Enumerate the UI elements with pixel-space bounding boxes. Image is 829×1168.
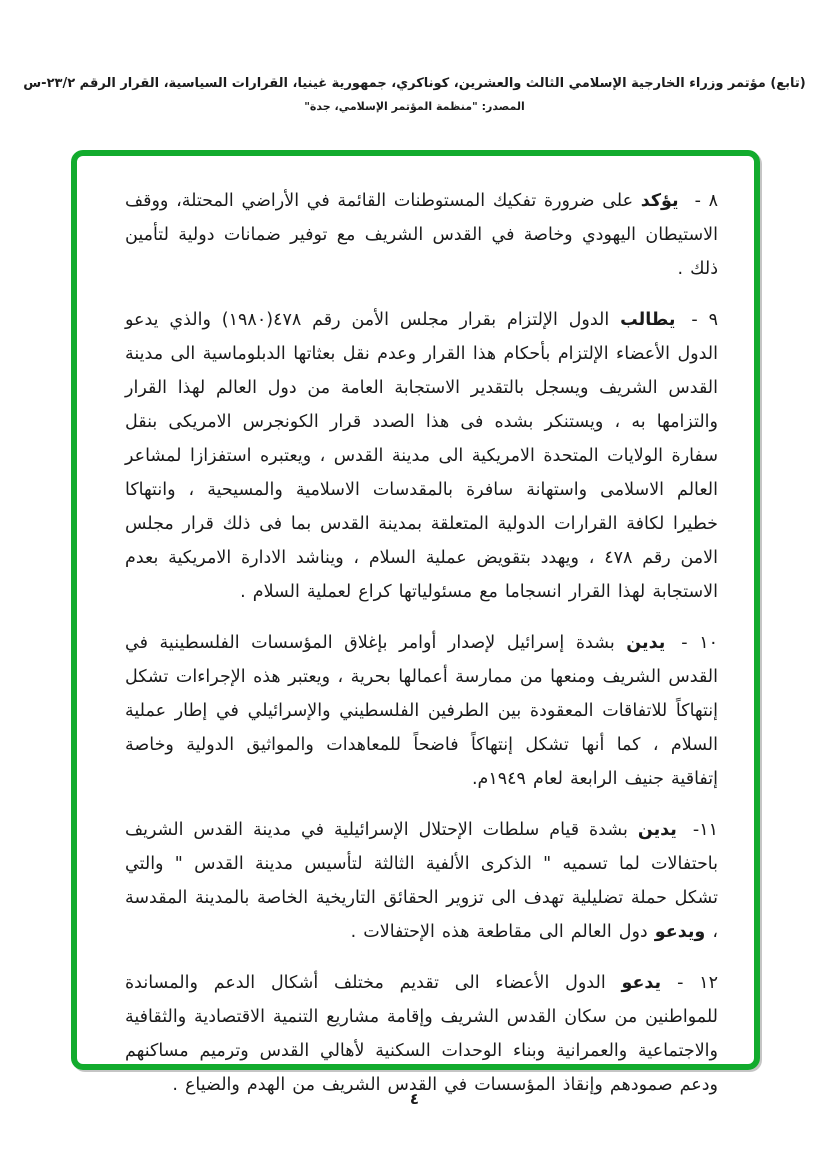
resolution-item xyxy=(125,966,718,1102)
header-title: (تابع) مؤتمر وزراء الخارجية الإسلامي الثالث والعشرين، كوناكري، جمهورية غينيا، القرارات السياسية، القرار الرقم ٢٣/٢-س xyxy=(23,76,806,91)
item-number: ١٢ - xyxy=(677,973,718,993)
item-keyword: يدين xyxy=(626,633,666,653)
resolution-item xyxy=(125,184,718,286)
resolution-item xyxy=(125,303,718,609)
item-text: دول العالم الى مقاطعة هذه الإحتفالات . xyxy=(350,922,655,942)
annotation-frame xyxy=(71,150,760,1095)
item-number: ١٠ - xyxy=(681,633,718,653)
page-number: ٤ xyxy=(409,1090,420,1108)
item-text: الدول الإلتزام بقرار مجلس الأمن رقم ٤٧٨(١٩٨٠) والذي يدعو الدول الأعضاء الإلتزام بأحكام هذا القرار وعدم نقل بعثاتها الدبلوماسية الى مدينة القدس الشريف ويسجل بالتقدير الاستجابة العامة من دول العالم لهذا القرار والتزامها به ، ويستنكر بشده فى هذا الصدد قرار الكونجرس الامريكى بنقل سفارة الولايات المتحدة الامريكية الى مدينة القدس ، ويعتبره استفزازا لمشاعر العالم الاسلامى واستهانة سافرة بالمقدسات الاسلامية والمسيحية ، وانتهاكا خطيرا لكافة القرارات الدولية المتعلقة بمدينة القدس بما فى ذلك قرار مجلس الامن رقم ٤٧٨ ، ويهدد بتقويض عملية السلام ، ويناشد الادارة الامريكية بعدم الاستجابة لهذا القرار انسجاما مع مسئولياتها كراع لعملية السلام . xyxy=(125,310,718,602)
resolution-item xyxy=(125,626,718,796)
item-keyword: يدعو xyxy=(621,973,662,993)
resolution-item xyxy=(125,813,718,949)
item-number: ١١- xyxy=(692,820,718,840)
item-number: ٩ - xyxy=(691,310,718,330)
item-text: بشدة إسرائيل لإصدار أوامر بإغلاق المؤسسات الفلسطينية في القدس الشريف ومنعها من ممارسة أعمالها بحرية ، ويعتبر هذه الإجراءات تشكل إنتهاكاً للاتفاقات المعقودة بين الطرفين الفلسطيني والإسرائيلي في إطار عملية السلام ، كما أنها تشكل إنتهاكاً فاضحاً للمعاهدات والمواثيق الدولية وخاصة إتفاقية جنيف الرابعة لعام ١٩٤٩م. xyxy=(125,633,718,789)
item-number: ٨ - xyxy=(694,191,718,211)
item-keyword: يدين xyxy=(637,820,677,840)
header-source: المصدر: "منظمة المؤتمر الإسلامي، جدة" xyxy=(304,100,525,113)
resolution-list xyxy=(125,184,718,1119)
item-text: الدول الأعضاء الى تقديم مختلف أشكال الدعم والمساندة للمواطنين من سكان القدس الشريف وإقامة مشاريع التنمية الاقتصادية والثقافية والاجتماعية والعمرانية وبناء الوحدات السكنية لأهالي القدس وترميم مساكنهم ودعم صمودهم وإنقاذ المؤسسات في القدس الشريف من الهدم والضياع . xyxy=(125,973,718,1095)
item-keyword: يطالب xyxy=(620,310,676,330)
document-header xyxy=(0,76,829,113)
item-keyword: يؤكد xyxy=(640,191,679,211)
item-keyword: ويدعو xyxy=(654,922,706,942)
item-text: بشدة قيام سلطات الإحتلال الإسرائيلية في مدينة القدس الشريف باحتفالات لما تسميه " الذكرى الألفية الثالثة لتأسيس مدينة القدس " والتي تشكل حملة تضليلية تهدف الى تزوير الحقائق التاريخية الخاصة بالمدينة المقدسة ، xyxy=(125,820,718,942)
item-text: على ضرورة تفكيك المستوطنات القائمة في الأراضي المحتلة، ووقف الاستيطان اليهودي وخاصة في القدس الشريف مع توفير ضمانات دولية لتأمين ذلك . xyxy=(125,191,718,279)
